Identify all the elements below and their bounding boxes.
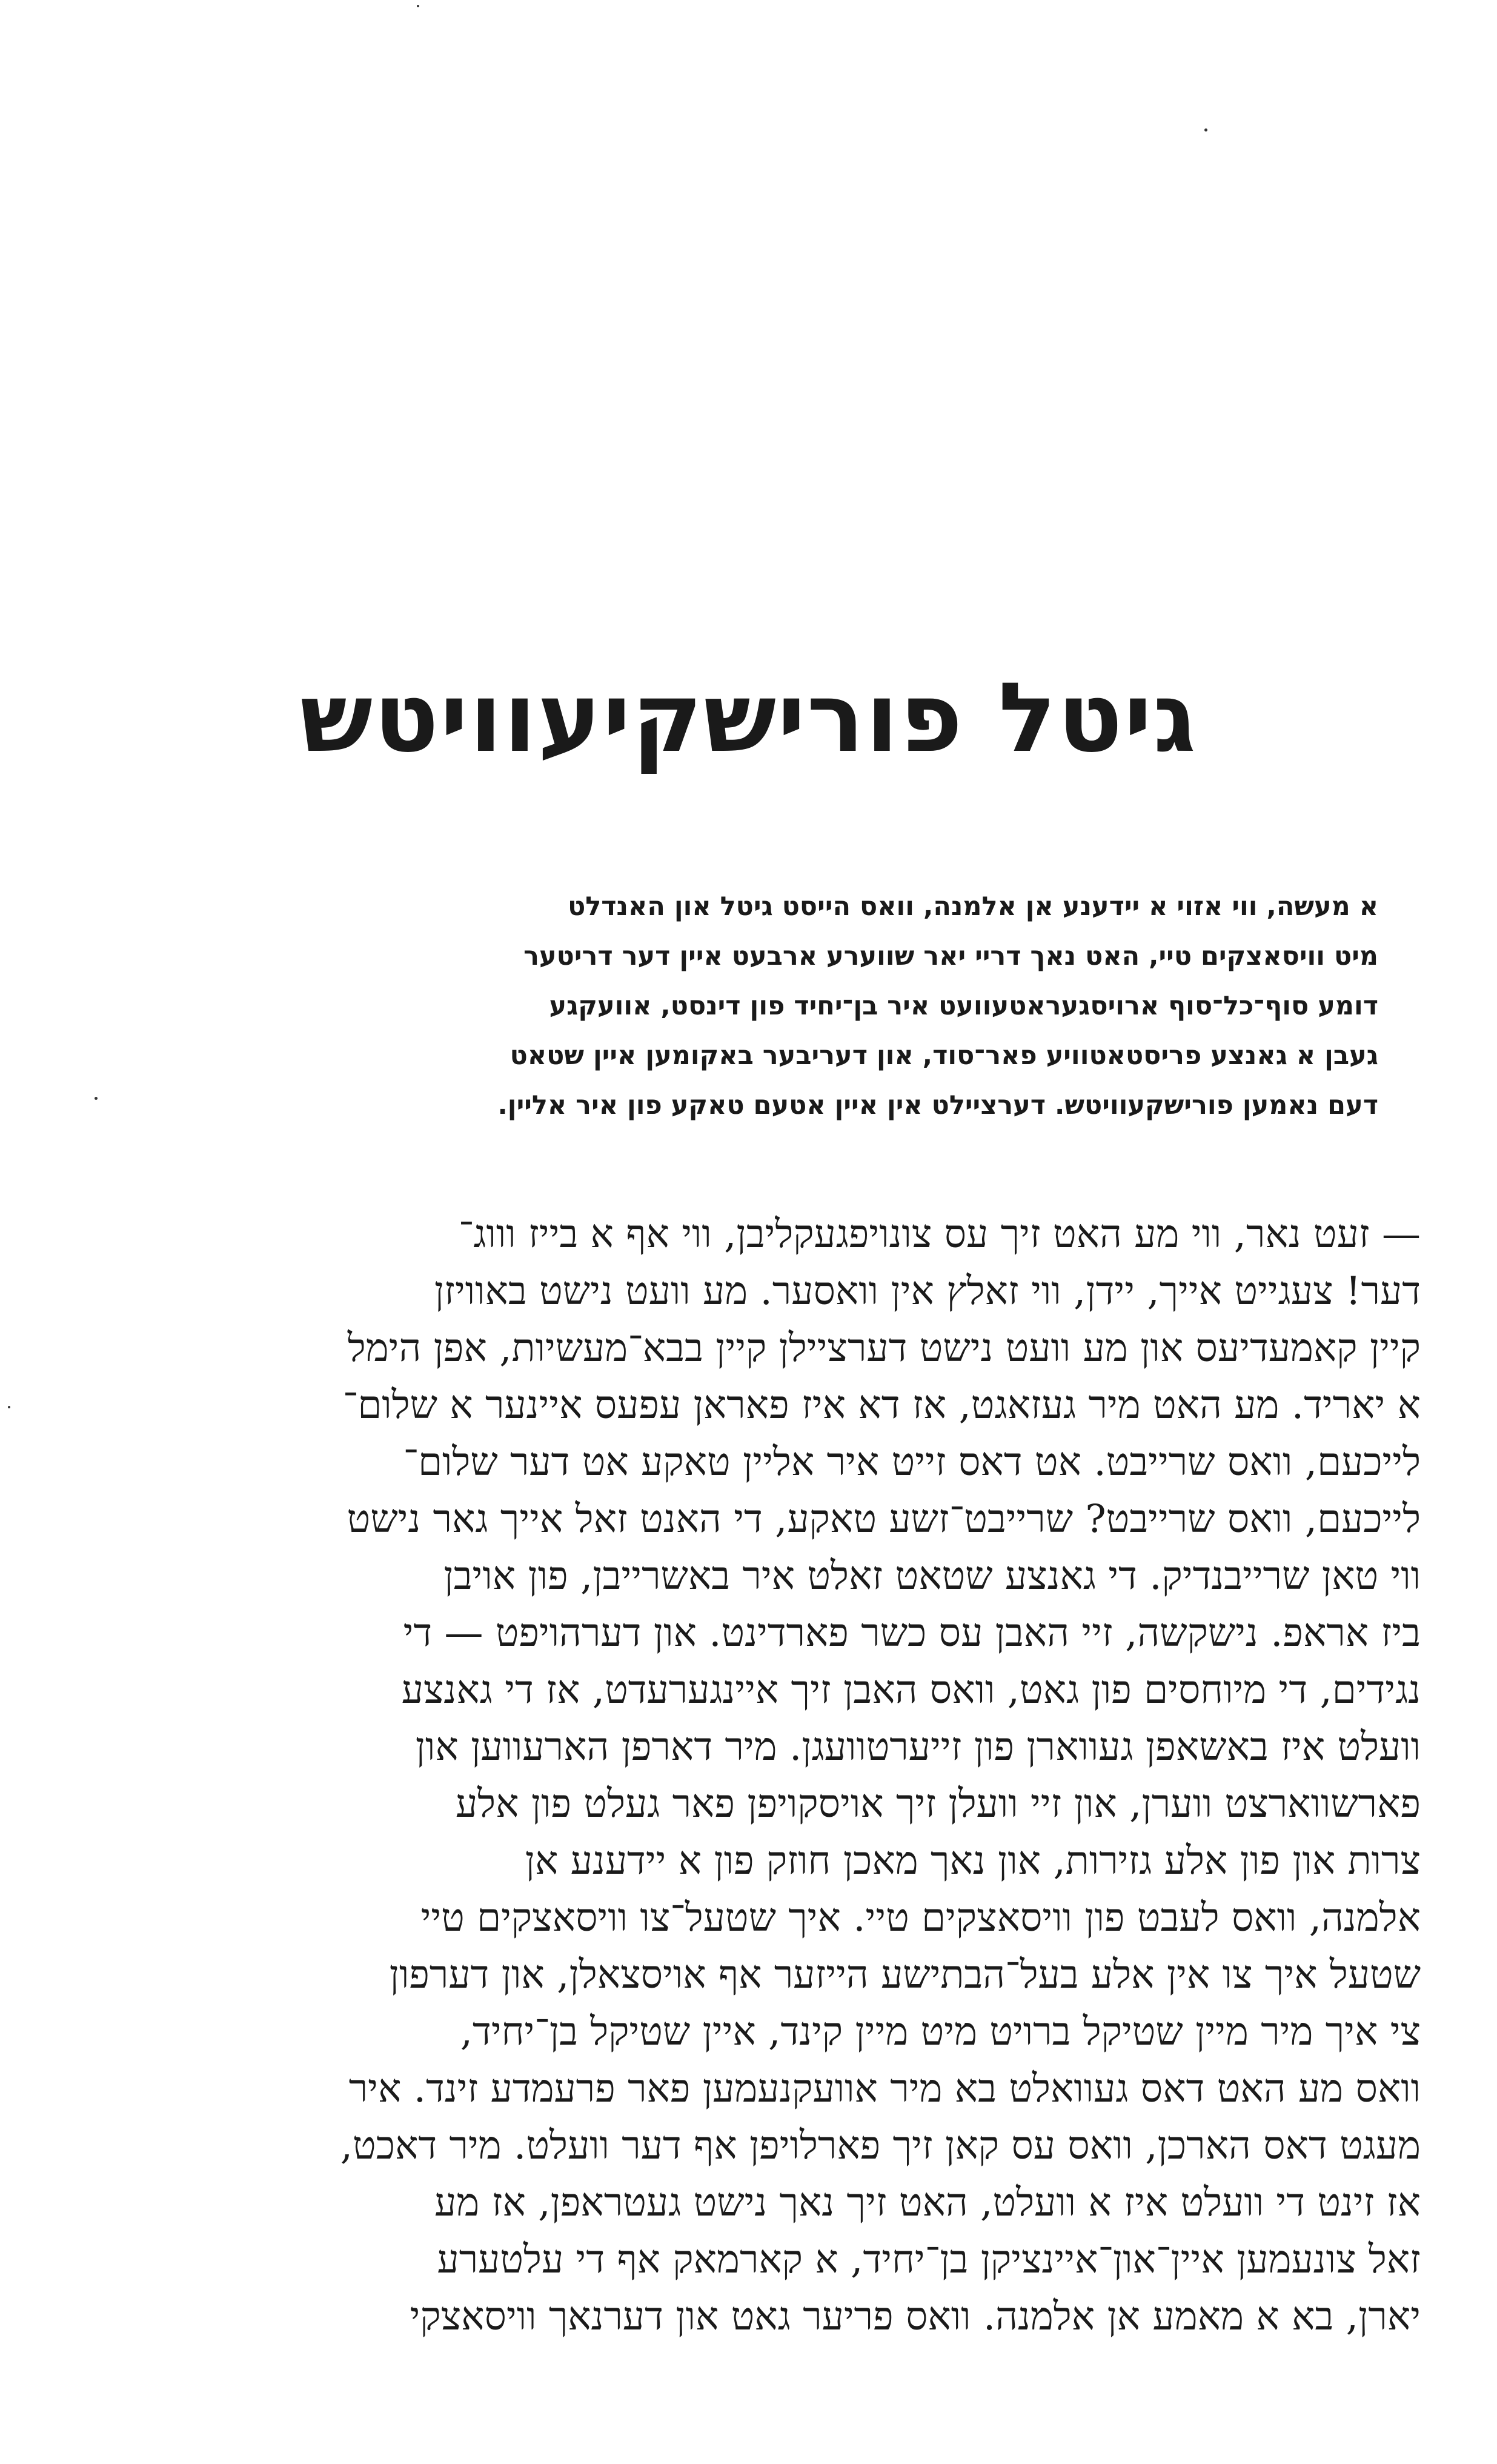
body-line: יארן, בא א מאמע אן אלמנה. וואס פריער גאט און דערנאך וויסאצקי [410, 2294, 1421, 2339]
body-line: צרות און פון אלע גזירות, און נאך מאכן חוזק פון א יידענע אן [525, 1839, 1421, 1883]
body-line: נגידים, די מיוחסים פון גאט, וואס האבן זיך איינגערעדט, אז די גאנצע [401, 1668, 1421, 1713]
scan-speck [95, 1097, 98, 1100]
intro-line: דומע סוף־כל־סוף ארויסגעראטעוועט איר בן־יחיד פון דינסט, אוועקגע [549, 991, 1378, 1021]
page-title: גיטל פורישקיעוויטש [300, 662, 1197, 774]
intro-line: א מעשה, ווי אזוי א יידענע אן אלמנה, וואס הייסט גיטל און האנדלט [568, 891, 1378, 922]
body-line: פארשווארצט ווערן, און זיי וועלן זיך אויסקויפן פאר געלט פון אלע [455, 1782, 1421, 1826]
body-line: ווי טאן שרייבנדיק. די גאנצע שטאט זאלט איר באשרייבן, פון אויבן [443, 1554, 1421, 1599]
body-line: — זעט נאר, ווי מע האט זיך עס צונויפגעקליבן, ווי אף א בייז וווג־ [458, 1212, 1421, 1257]
scan-speck [417, 5, 419, 7]
body-line: אלמנה, וואס לעבט פון וויסאצקים טיי. איך שטעל־צו וויסאצקים טיי [420, 1896, 1421, 1940]
body-line: דער! צעגייט אייך, יידן, ווי זאלץ אין וואסער. מע וועט נישט באוויזן [434, 1269, 1421, 1314]
intro-line: דעם נאמען פורישקעוויטש. דערציילט אין איין אטעם טאקע פון איר אליין. [497, 1090, 1378, 1120]
body-line: קיין קאמעדיעס און מע וועט נישט דערציילן קיין בבא־מעשיות, אפן הימל [347, 1326, 1421, 1371]
body-line: זאל צונעמען איין־און־איינציקן בן־יחיד, א קארמאק אף די עלטערע [437, 2237, 1421, 2282]
body-line: שטעל איך צו אין אלע בעל־הבתישע הייזער אף אויסצאלן, און דערפון [389, 1953, 1421, 1997]
intro-line: געבן א גאנצע פריסטאטוויע פאר־סוד, און דעריבער באקומען איין שטאט [510, 1041, 1378, 1071]
body-paragraph [73, 1206, 1421, 2345]
body-line: אז זינט די וועלט איז א וועלט, האט זיך נאך נישט געטראפן, אז מע [434, 2180, 1421, 2225]
body-line: א יאריד. מע האט מיר געזאגט, אז דא איז פאראן עפעס איינער א שלום־ [342, 1383, 1421, 1428]
body-line: לייכעם, וואס שרייבט? שרייבט־זשע טאקע, די האנט זאל אייך גאר נישט [347, 1497, 1421, 1542]
scan-speck [1204, 128, 1207, 132]
body-line: מעגט דאס הארכן, וואס עס קאן זיך פארלויפן אף דער וועלט. מיר דאכט, [340, 2123, 1421, 2168]
body-line: צי איך מיר מיין שטיקל ברויט מיט מיין קינד, איין שטיקל בן־יחיד, [460, 2009, 1421, 2054]
intro-paragraph [173, 882, 1378, 1130]
intro-line: מיט וויסאצקים טיי, האט נאך דריי יאר שווערע ארבעט איין דער דריטער [523, 941, 1378, 971]
scan-speck [8, 1406, 10, 1408]
body-line: וועלט איז באשאפן געווארן פון זייערטוועגן. מיר דארפן הארעווען און [415, 1725, 1421, 1770]
body-line: ביז אראפ. נישקשה, זיי האבן עס כשר פארדינט. און דערהויפט — די [403, 1611, 1421, 1656]
body-line: לייכעם, וואס שרייבט. אט דאס זייט איר אליין טאקע אט דער שלום־ [403, 1440, 1421, 1485]
body-line: וואס מע האט דאס געוואלט בא מיר אוועקנעמען פאר פרעמדע זינד. איר [348, 2066, 1421, 2111]
